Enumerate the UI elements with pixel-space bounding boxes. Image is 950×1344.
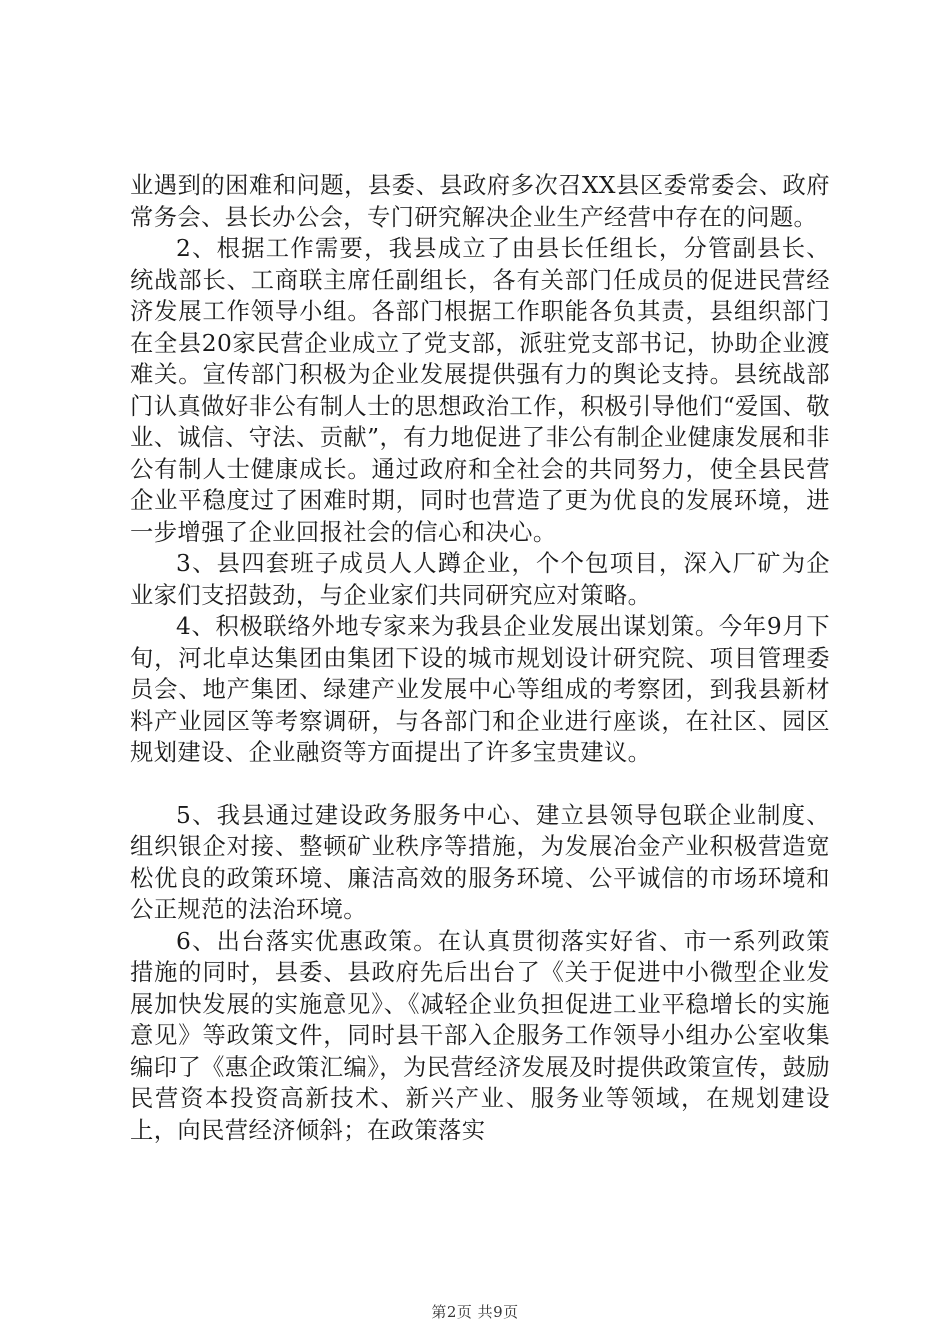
paragraph-item-3: 3、县四套班子成员人人蹲企业，个个包项目，深入厂矿为企业家们支招鼓劲，与企业家们共同研究应对策略。 xyxy=(130,550,830,609)
paragraph-item-6: 6、出台落实优惠政策。在认真贯彻落实好省、市一系列政策措施的同时，县委、县政府先后出台了《关于促进中小微型企业发展加快发展的实施意见》、《减轻企业负担促进工业平稳增长的实施意见》等政策文件，同时县干部入企服务工作领导小组办公室收集编印了《惠企政策汇编》，为民营经济发展及时提供政策宣传，鼓励民营资本投资高新技术、新兴产业、服务业等领域，在规划建设上，向民营经济倾斜；在政策落实 xyxy=(130,927,830,1144)
paragraph-continuation: 业遇到的困难和问题，县委、县政府多次召XX县区委常委会、政府常务会、县长办公会，专门研究解决企业生产经营中存在的问题。 xyxy=(130,172,830,231)
paragraph-item-5: 5、我县通过建设政务服务中心、建立县领导包联企业制度、组织银企对接、整顿矿业秩序等措施，为发展冶金产业积极营造宽松优良的政策环境、廉洁高效的服务环境、公平诚信的市场环境和公正规范的法治环境。 xyxy=(130,801,830,923)
paragraph-item-4: 4、积极联络外地专家来为我县企业发展出谋划策。今年9月下旬，河北卓达集团由集团下设的城市规划设计研究院、项目管理委员会、地产集团、绿建产业发展中心等组成的考察团，到我县新材料产业园区等考察调研，与各部门和企业进行座谈，在社区、园区规划建设、企业融资等方面提出了许多宝贵建议。 xyxy=(130,613,830,766)
document-body xyxy=(130,170,830,1146)
page-footer: 第2页 共9页 xyxy=(431,1303,519,1321)
paragraph-item-2: 2、根据工作需要，我县成立了由县长任组长，分管副县长、统战部长、工商联主席任副组长，各有关部门任成员的促进民营经济发展工作领导小组。各部门根据工作职能各负其责，县组织部门在全县20家民营企业成立了党支部，派驻党支部书记，协助企业渡难关。宣传部门积极为企业发展提供强有力的舆论支持。县统战部门认真做好非公有制人士的思想政治工作，积极引导他们“爱国、敬业、诚信、守法、贡献”，有力地促进了非公有制企业健康发展和非公有制人士健康成长。通过政府和全社会的共同努力，使全县民营企业平稳度过了困难时期，同时也营造了更为优良的发展环境，进一步增强了企业回报社会的信心和决心。 xyxy=(130,235,830,546)
paragraph-spacer xyxy=(130,769,830,800)
